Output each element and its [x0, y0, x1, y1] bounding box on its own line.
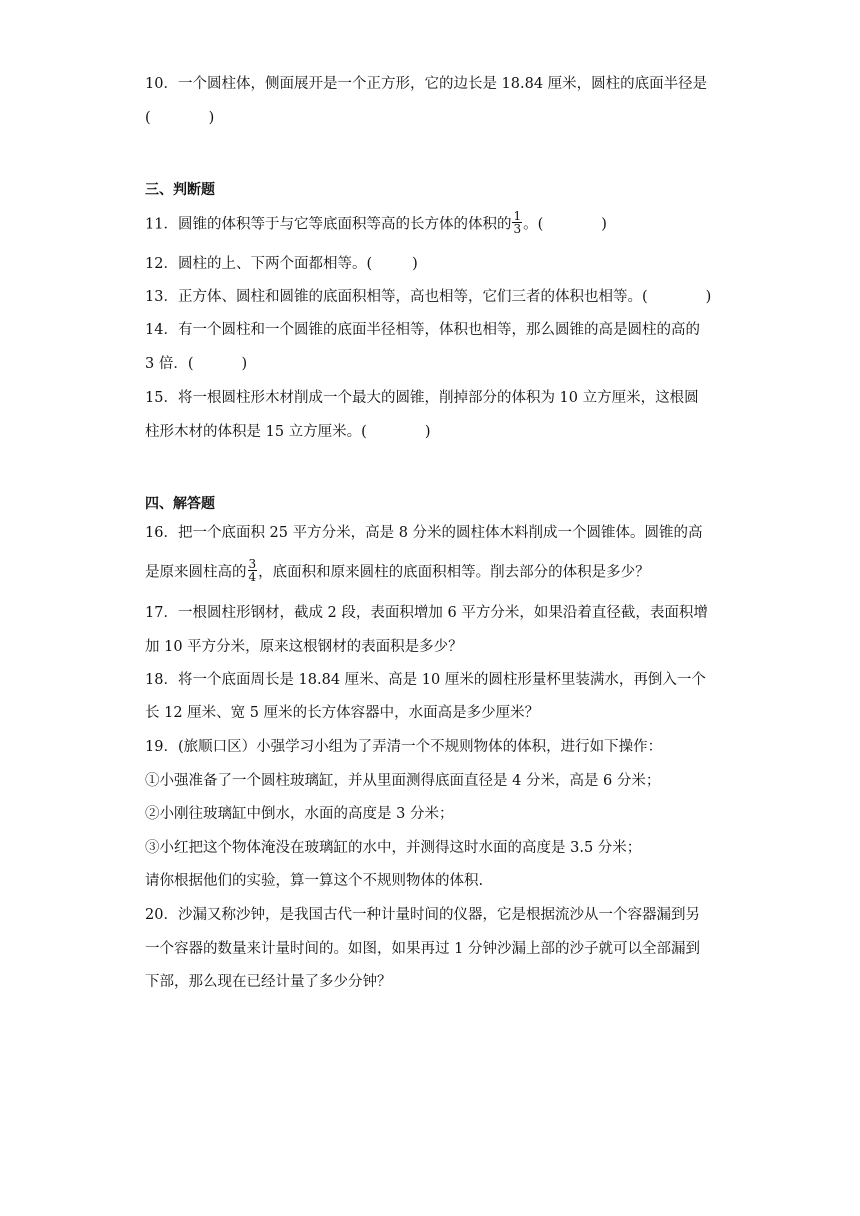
q11-prefix: 11．圆锥的体积等于与它等底面积等高的长方体的体积的 — [145, 216, 512, 233]
question-19-step3: ③小红把这个物体淹没在玻璃缸的水中，并测得这时水面的高度是 3.5 分米； — [145, 840, 642, 856]
blank-close: ) — [241, 356, 248, 372]
question-19-step2: ②小刚往玻璃缸中倒水，水面的高度是 3 分米； — [145, 806, 454, 822]
question-14-line2 — [145, 354, 247, 374]
question-17-line2: 加 10 平方分米，原来这根钢材的表面积是多少？ — [145, 639, 463, 655]
question-19-step1: ①小强准备了一个圆柱玻璃缸，并从里面测得底面直径是 4 分米，高是 6 分米； — [145, 773, 661, 789]
section-title-judgement: 三、判断题 — [145, 182, 215, 198]
question-19-line1: 19．(旅顺口区）小强学习小组为了弄清一个不规则物体的体积，进行如下操作： — [145, 739, 663, 755]
question-20-line2: 一个容器的数量来计量时间的。如图，如果再过 1 分钟沙漏上部的沙子就可以全部漏到 — [145, 941, 700, 957]
frac-numerator: 1 — [513, 209, 522, 223]
blank-open: ( — [145, 110, 151, 126]
frac-numerator: 3 — [248, 557, 257, 571]
blank-close: ) — [601, 216, 607, 233]
frac-denominator: 3 — [513, 222, 522, 236]
blank-close: ) — [705, 289, 712, 305]
q15-line2-text: 柱形木材的体积是 15 立方厘米。( — [145, 424, 367, 440]
question-18-line1: 18．将一个底面周长是 18.84 厘米、高是 10 厘米的圆柱形量杯里装满水，再倒入一个 — [145, 672, 706, 688]
question-13 — [145, 287, 711, 307]
question-10-line1: 10．一个圆柱体，侧面展开是一个正方形，它的边长是 18.84 厘米，圆柱的底面半径是 — [145, 76, 708, 92]
question-15-line1: 15．将一根圆柱形木材削成一个最大的圆锥，削掉部分的体积为 10 立方厘米，这根圆 — [145, 390, 699, 406]
q16-line2-suffix: ，底面积和原来圆柱的底面积相等。削去部分的体积是多少？ — [258, 564, 650, 581]
question-18-line2: 长 12 厘米、宽 5 厘米的长方体容器中，水面高是多少厘米？ — [145, 705, 540, 721]
question-20-line1: 20．沙漏又称沙钟，是我国古代一种计量时间的仪器，它是根据流沙从一个容器漏到另 — [145, 907, 700, 923]
blank-close: ) — [424, 424, 431, 440]
question-17-line1: 17．一根圆柱形钢材，截成 2 段，表面积增加 6 平方分米，如果沿着直径截，表面积增 — [145, 605, 708, 621]
question-15-line2 — [145, 422, 431, 442]
question-16-line2 — [145, 557, 650, 585]
q11-suffix: 。( — [523, 216, 544, 233]
q16-line2-prefix: 是原来圆柱高的 — [145, 564, 247, 581]
fraction-three-quarters — [248, 558, 258, 583]
fraction-one-third — [512, 210, 522, 235]
blank-close: ) — [208, 110, 215, 126]
blank-close: ) — [412, 256, 418, 272]
question-14-line1: 14．有一个圆柱和一个圆锥的底面半径相等，体积也相等，那么圆锥的高是圆柱的高的 — [145, 322, 700, 338]
question-19-line5: 请你根据他们的实验，算一算这个不规则物体的体积. — [145, 873, 484, 889]
question-16-line1: 16．把一个底面积 25 平方分米，高是 8 分米的圆柱体木料削成一个圆锥体。圆锥的高 — [145, 525, 703, 541]
q13-text: 13．正方体、圆柱和圆锥的底面积相等，高也相等，它们三者的体积也相等。( — [145, 289, 648, 305]
question-12 — [145, 254, 418, 274]
q14-line2-text: 3 倍．( — [145, 356, 194, 372]
question-10-blank — [145, 108, 214, 128]
q12-text: 12．圆柱的上、下两个面都相等。( — [145, 256, 373, 272]
question-20-line3: 下部，那么现在已经计量了多少分钟？ — [145, 974, 392, 990]
section-title-solutions: 四、解答题 — [145, 496, 215, 512]
question-11 — [145, 209, 607, 237]
frac-denominator: 4 — [248, 570, 257, 584]
